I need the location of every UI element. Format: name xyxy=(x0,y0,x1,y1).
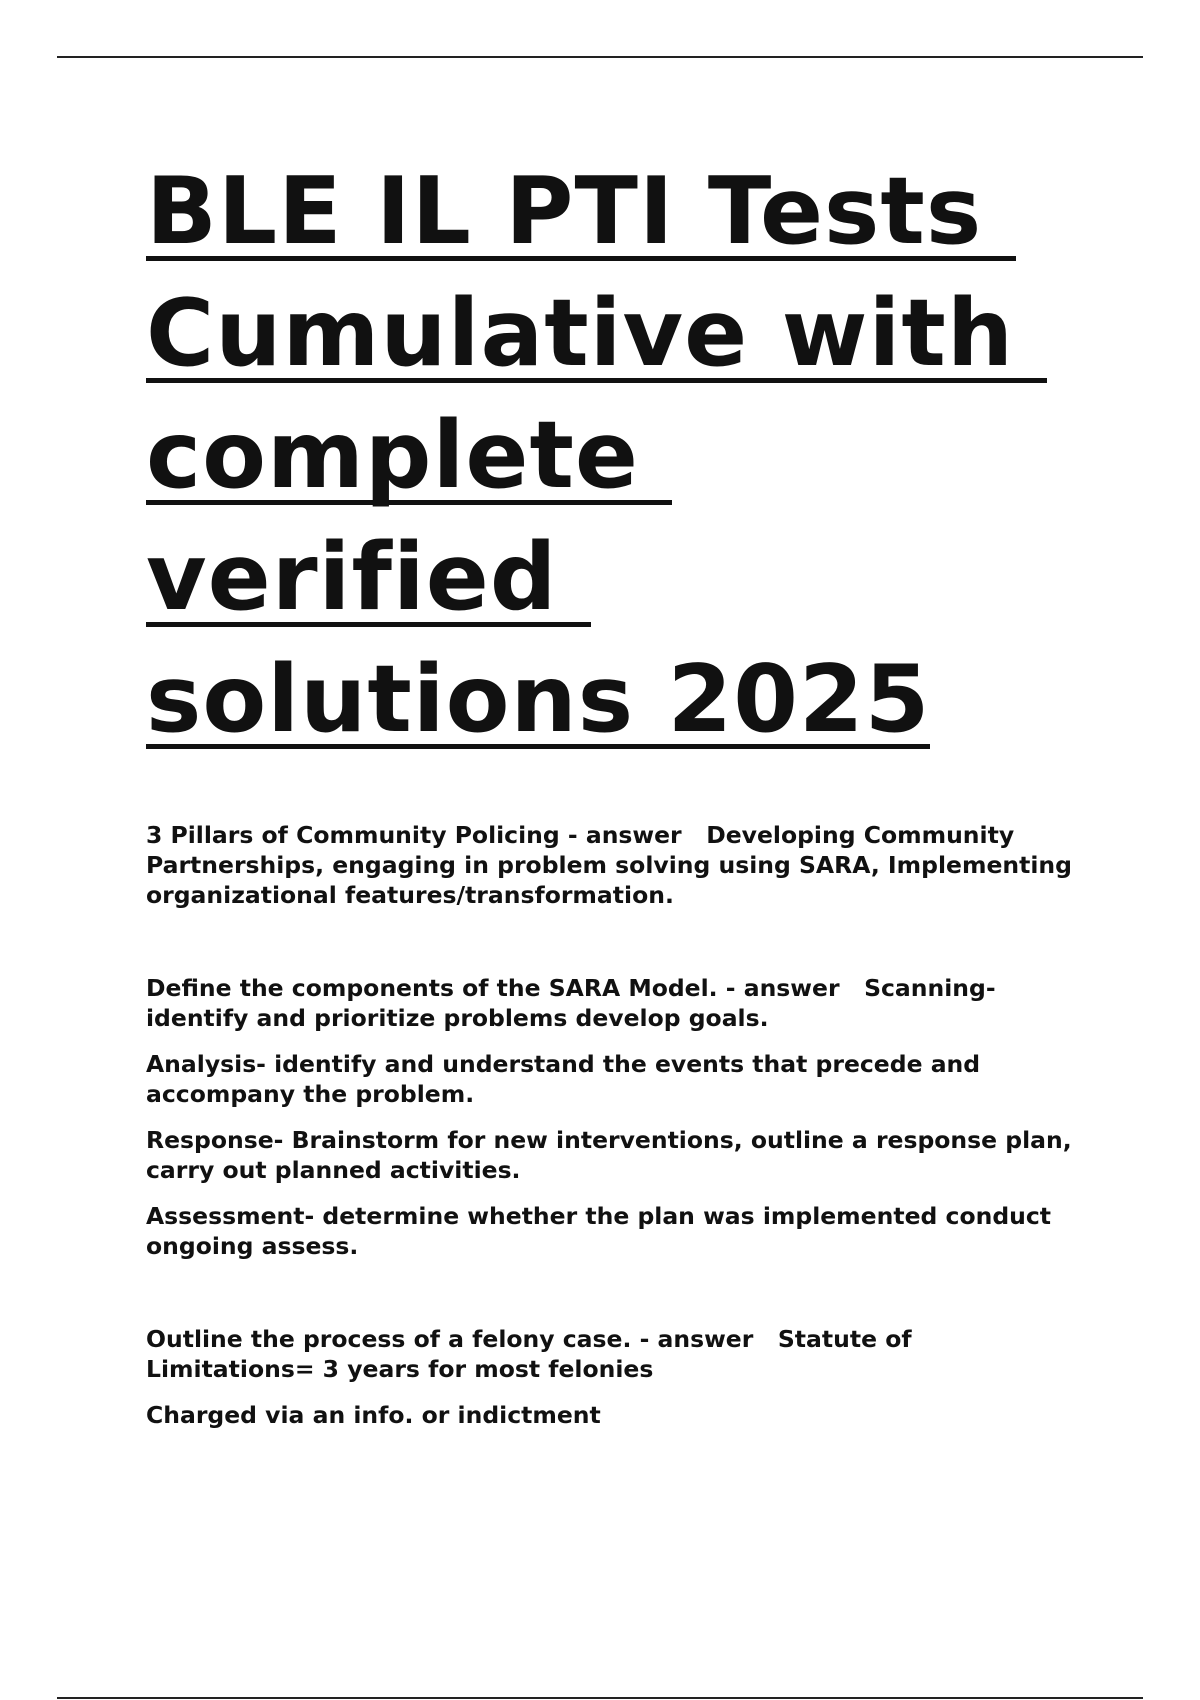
document-title xyxy=(146,150,1086,760)
qa-paragraph: Outline the process of a felony case. - answer Statute of Limitations= 3 years for most felonies xyxy=(146,1325,920,1383)
qa-paragraph: Analysis- identify and understand the events that precede and accompany the problem. xyxy=(146,1050,989,1108)
title-line: verified xyxy=(146,523,591,631)
bottom-rule xyxy=(57,1697,1143,1699)
qa-item-sara-model xyxy=(146,973,1086,1261)
qa-paragraph: Response- Brainstorm for new interventions, outline a response plan, carry out planned activities. xyxy=(146,1126,1080,1184)
qa-paragraph: Charged via an info. or indictment xyxy=(146,1401,601,1429)
qa-paragraph: Define the components of the SARA Model. - answer Scanning- identify and prioritize problems develop goals. xyxy=(146,974,1004,1032)
title-line: BLE IL PTI Tests xyxy=(146,157,1016,265)
title-line: complete xyxy=(146,401,673,509)
title-line: Cumulative with xyxy=(146,279,1048,387)
top-rule xyxy=(57,56,1143,58)
qa-item-felony-case xyxy=(146,1324,1086,1430)
document-body xyxy=(146,150,1086,1430)
qa-item-community-policing xyxy=(146,820,1086,910)
qa-paragraph: 3 Pillars of Community Policing - answer Developing Community Partnerships, engaging in problem solving using SARA, Implementing organizational features/transformation. xyxy=(146,821,1081,909)
title-line: solutions 2025 xyxy=(146,645,931,753)
qa-paragraph: Assessment- determine whether the plan was implemented conduct ongoing assess. xyxy=(146,1202,1060,1260)
